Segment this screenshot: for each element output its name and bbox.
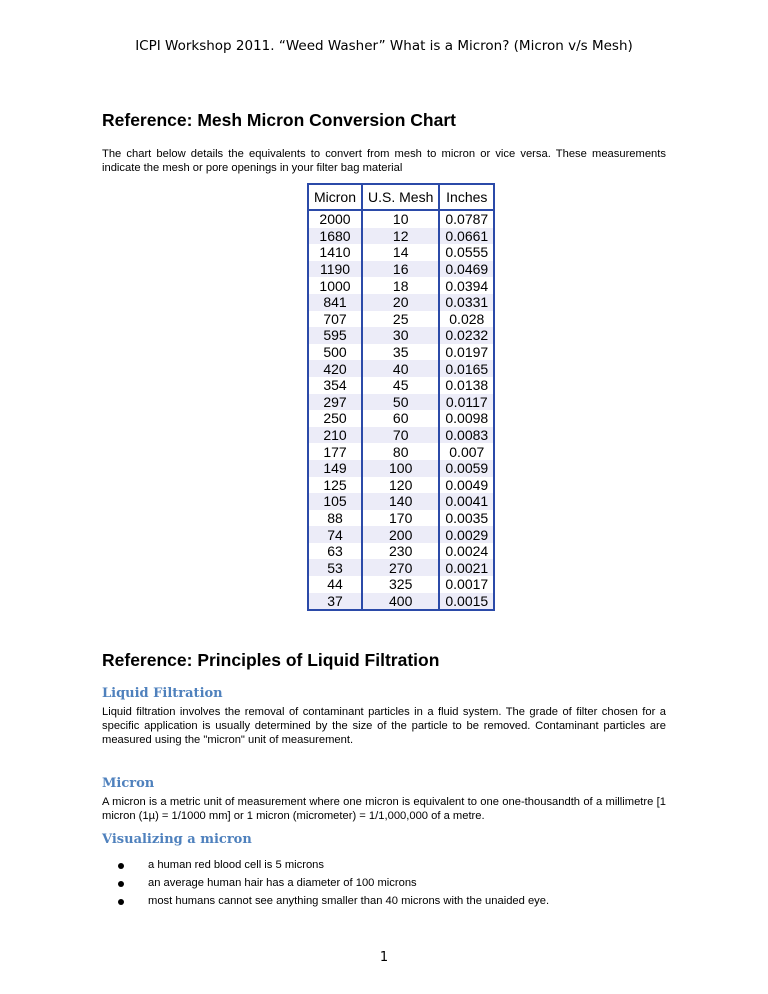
list-item: an average human hair has a diameter of 100 microns (118, 877, 549, 895)
table-row (308, 543, 494, 560)
visualizing-list (118, 859, 549, 913)
table-cell: 1680 (308, 228, 362, 245)
table-cell: 30 (362, 327, 439, 344)
table-cell: 20 (362, 294, 439, 311)
table-cell: 420 (308, 360, 362, 377)
table-row (308, 311, 494, 328)
column-header: Micron (308, 184, 362, 210)
table-cell: 0.0029 (439, 526, 494, 543)
table-row (308, 210, 494, 228)
table-cell: 0.0024 (445, 543, 489, 560)
table-cell: 1410 (319, 244, 351, 261)
table-cell: 0.0059 (439, 460, 494, 477)
table-cell: 14 (362, 244, 439, 261)
table-row (308, 477, 494, 494)
column-header: Inches (439, 184, 494, 210)
table-cell: 100 (362, 460, 439, 477)
liquid-filtration-text: Liquid filtration involves the removal of contaminant particles in a fluid system. The grade of filter chosen for a specific application is usually determined by the size of the particle to be removed. Contaminant particles are measured using the "micron" unit of measurement. (102, 706, 666, 746)
table-row (308, 394, 494, 411)
table-cell: 500 (323, 344, 347, 361)
table-cell: 37 (308, 593, 362, 611)
heading-micron: Micron (102, 776, 155, 791)
table-cell: 1000 (319, 277, 351, 294)
heading-visualizing-micron: Visualizing a micron (102, 832, 252, 847)
table-cell: 0.0083 (439, 427, 494, 444)
table-cell: 230 (362, 543, 439, 560)
table-cell: 18 (362, 277, 439, 294)
table-row (308, 460, 494, 477)
table-row (308, 526, 494, 543)
table-cell: 45 (362, 377, 439, 394)
table-row (308, 410, 494, 427)
table-row (308, 593, 494, 611)
table-cell: 0.0117 (439, 394, 494, 411)
page-header: ICPI Workshop 2011. “Weed Washer” What is a Micron? (Micron v/s Mesh) (135, 38, 633, 54)
table-cell: 50 (362, 394, 439, 411)
table-cell: 0.007 (449, 443, 485, 460)
table-cell: 53 (308, 559, 362, 576)
table-cell: 2000 (319, 211, 351, 228)
table-cell: 0.0017 (445, 576, 489, 593)
table-cell: 12 (362, 228, 439, 245)
table-cell: 0.0787 (445, 211, 489, 228)
table-row (308, 244, 494, 261)
table-cell: 595 (308, 327, 362, 344)
table-row (308, 377, 494, 394)
table-cell: 149 (308, 460, 362, 477)
table-row (308, 443, 494, 460)
table-cell: 35 (362, 344, 439, 361)
table-cell: 297 (308, 394, 362, 411)
table-cell: 40 (362, 360, 439, 377)
table-cell: 0.0049 (445, 476, 489, 493)
section-title-filtration: Reference: Principles of Liquid Filtration (102, 650, 440, 670)
micron-text: A micron is a metric unit of measurement where one micron is equivalent to one one-thousandth of a millimetre [1 micron (1µ) = 1/1000 mm] or 1 micron (micrometer) = 1/1,000,000 of a metre. (102, 796, 666, 822)
table-cell: 400 (362, 593, 439, 611)
table-cell: 70 (362, 427, 439, 444)
list-item: most humans cannot see anything smaller than 40 microns with the unaided eye. (118, 895, 549, 913)
table-cell: 74 (308, 526, 362, 543)
table-row (308, 277, 494, 294)
table-cell: 0.0555 (445, 244, 489, 261)
table-cell: 0.028 (449, 310, 485, 327)
column-header: U.S. Mesh (362, 184, 439, 210)
table-cell: 0.0331 (439, 294, 494, 311)
table-cell: 270 (362, 559, 439, 576)
table-cell: 88 (327, 509, 343, 526)
table-cell: 10 (362, 210, 439, 228)
table-row (308, 344, 494, 361)
conversion-intro: The chart below details the equivalents to convert from mesh to micron or vice versa. These measurements indicate the mesh or pore openings in your filter bag material (102, 148, 666, 174)
table-cell: 120 (362, 477, 439, 494)
table-row (308, 427, 494, 444)
table-row (308, 261, 494, 278)
table-cell: 140 (362, 493, 439, 510)
table-cell: 250 (323, 410, 347, 427)
table-cell: 0.0138 (445, 377, 489, 394)
table-cell: 0.0232 (439, 327, 494, 344)
heading-liquid-filtration: Liquid Filtration (102, 686, 223, 701)
table-row (308, 360, 494, 377)
table-row (308, 228, 494, 245)
table-cell: 0.0394 (445, 277, 489, 294)
table-row (308, 294, 494, 311)
list-item: a human red blood cell is 5 microns (118, 859, 549, 877)
table-cell: 0.0197 (445, 344, 489, 361)
table-cell: 0.0098 (445, 410, 489, 427)
table-row (308, 576, 494, 593)
table-cell: 0.0041 (439, 493, 494, 510)
table-cell: 80 (362, 443, 439, 460)
table-row (308, 559, 494, 576)
table-cell: 0.0021 (439, 559, 494, 576)
table-cell: 210 (308, 427, 362, 444)
table-cell: 105 (308, 493, 362, 510)
page-number: 1 (379, 950, 389, 965)
table-cell: 325 (362, 576, 439, 593)
table-cell: 354 (323, 377, 347, 394)
table-cell: 0.0469 (439, 261, 494, 278)
table-cell: 841 (308, 294, 362, 311)
table-cell: 44 (327, 576, 343, 593)
table-cell: 125 (323, 476, 347, 493)
table-cell: 0.0661 (439, 228, 494, 245)
section-title-conversion: Reference: Mesh Micron Conversion Chart (102, 110, 456, 130)
table-cell: 60 (362, 410, 439, 427)
table-cell: 25 (362, 311, 439, 328)
table-cell: 170 (362, 510, 439, 527)
table-cell: 1190 (308, 261, 362, 278)
table-row (308, 327, 494, 344)
table-cell: 707 (323, 310, 347, 327)
table-row (308, 510, 494, 527)
conversion-table (307, 183, 495, 611)
table-cell: 0.0035 (445, 509, 489, 526)
table-cell: 16 (362, 261, 439, 278)
table-cell: 0.0165 (439, 360, 494, 377)
table-cell: 177 (323, 443, 347, 460)
table-cell: 0.0015 (439, 593, 494, 611)
table-cell: 200 (362, 526, 439, 543)
table-cell: 63 (327, 543, 343, 560)
table-row (308, 493, 494, 510)
